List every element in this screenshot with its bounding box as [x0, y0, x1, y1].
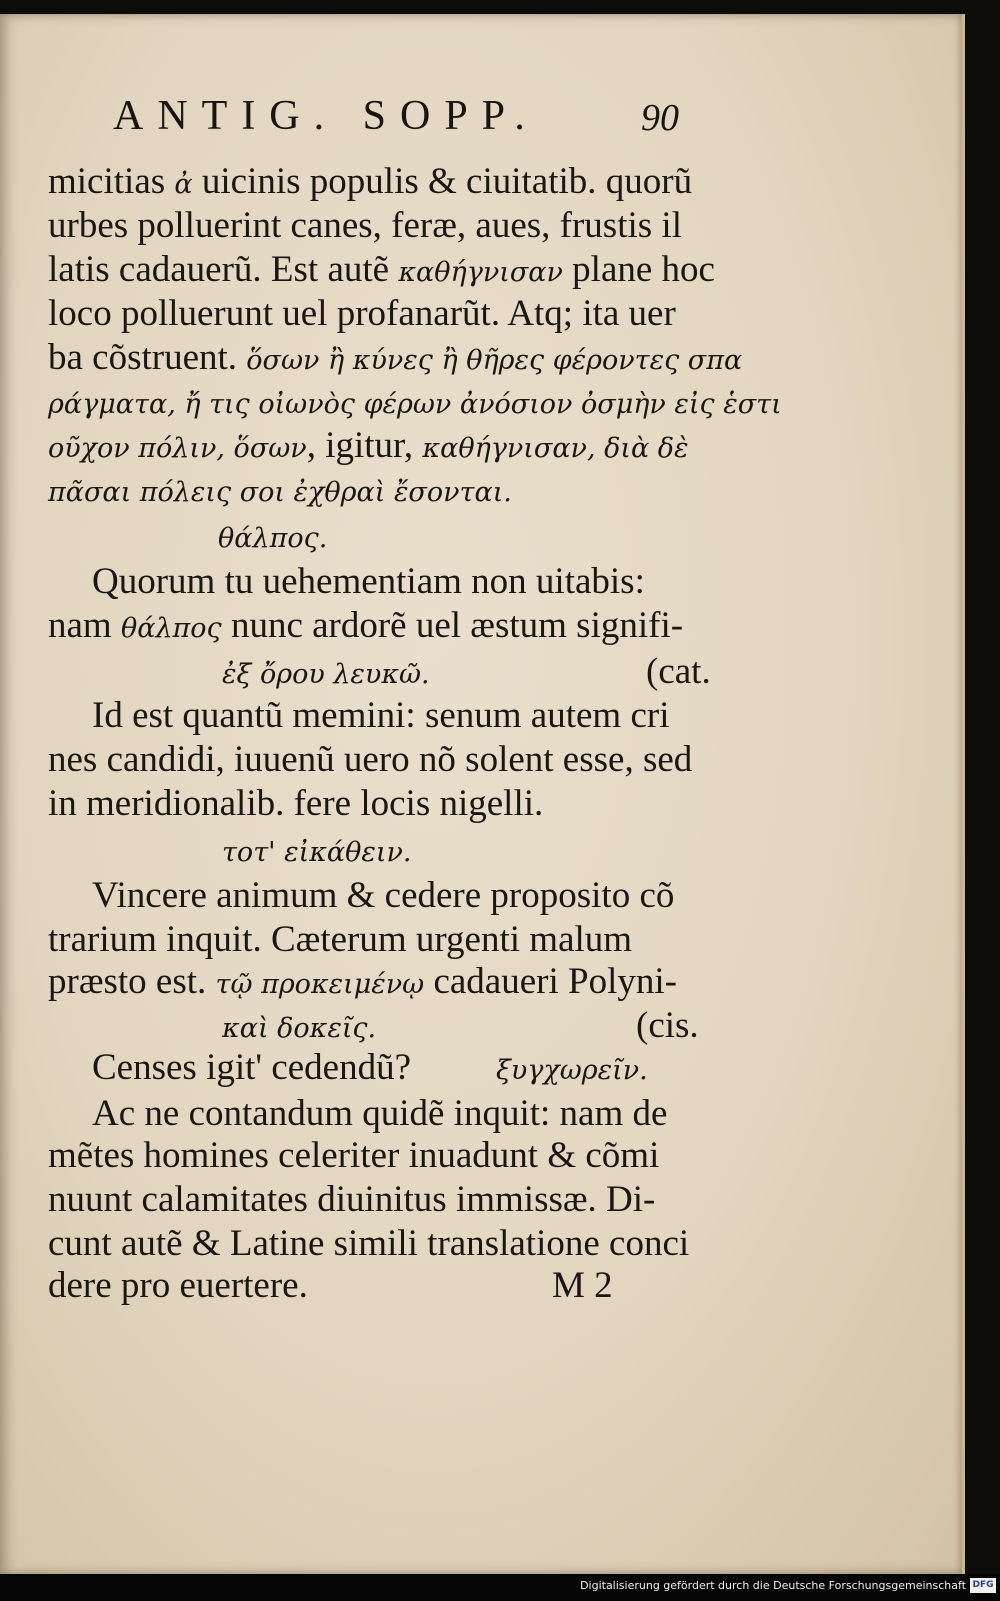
latin-text: nunc ardorẽ uel æstum signifi- — [221, 605, 684, 646]
text-line — [48, 248, 715, 295]
latin-text: micitias — [48, 161, 175, 202]
latin-text: , igitur, — [306, 425, 423, 466]
footer-credit: Digitalisierung gefördert durch die Deutsche Forschungsgemeinschaft — [580, 1579, 966, 1592]
greek-text: καθήγνισαν, διὰ δὲ — [422, 433, 689, 464]
latin-text: præsto est. — [48, 961, 216, 1002]
greek-text: ὅσων ἢ κύνες ἢ θῆρες φέροντες σπα — [246, 345, 743, 376]
text-line — [636, 1004, 699, 1048]
dfg-logo: DFG — [970, 1578, 996, 1593]
text-line — [222, 1004, 376, 1051]
latin-text: latis cadauerũ. Est autẽ — [48, 249, 399, 290]
greek-text: θάλπος — [120, 613, 222, 644]
text-line — [48, 204, 682, 248]
text-line — [222, 650, 430, 697]
latin-text: Vincere animum & cedere proposito cõ — [92, 875, 675, 916]
text-line — [48, 292, 676, 336]
text-line — [48, 960, 677, 1007]
greek-text: θάλπος. — [218, 523, 328, 554]
text-line — [48, 1264, 308, 1308]
text-line — [48, 918, 632, 962]
text-line — [92, 1046, 411, 1090]
latin-text: Quorum tu uehementiam non uitabis: — [92, 561, 645, 602]
greek-text: ἀ — [174, 169, 193, 200]
latin-text: nuunt calamitates diuinitus immissæ. Di- — [48, 1179, 656, 1220]
text-line — [48, 160, 692, 207]
text-line — [48, 424, 689, 471]
text-line — [218, 514, 327, 561]
text-line — [48, 468, 512, 515]
text-line — [92, 1092, 667, 1136]
latin-text: Ac ne contandum quidẽ inquit: nam de — [92, 1093, 668, 1134]
page-number: 90 — [641, 97, 679, 139]
latin-text: plane hoc — [562, 249, 715, 290]
latin-text: loco polluerunt uel profanarũt. Atq; ita uer — [48, 293, 676, 334]
latin-text: in meridionalib. fere locis nigelli. — [48, 783, 544, 824]
text-line — [92, 694, 669, 738]
latin-text: trarium inquit. Cæterum urgenti malum — [48, 919, 633, 960]
greek-text: καθήγνισαν — [398, 257, 563, 288]
running-title: ANTIG. SOPP. — [113, 93, 539, 139]
latin-text: ba cõstruent. — [48, 337, 247, 378]
latin-text: cadaueri Polyni- — [424, 961, 677, 1002]
latin-text: (cat. — [646, 651, 711, 692]
text-line — [92, 560, 645, 604]
greek-text: πᾶσαι πόλεις σοι ἐχθραὶ ἔσονται. — [48, 477, 512, 508]
text-line — [646, 650, 711, 694]
footer-bar — [0, 1574, 1000, 1601]
latin-text: nes candidi, iuuenũ uero nõ solent esse, sed — [48, 739, 693, 780]
text-line — [48, 1134, 659, 1178]
text-line — [48, 1222, 689, 1266]
text-line — [222, 828, 411, 875]
text-line — [48, 1178, 655, 1222]
latin-text: mẽtes homines celeriter inuadunt & cõmi — [48, 1135, 660, 1176]
text-line — [48, 336, 742, 383]
latin-text: urbes polluerint canes, feræ, aues, frustis il — [48, 205, 682, 246]
latin-text: dere pro euertere. — [48, 1265, 308, 1306]
text-line — [92, 874, 674, 918]
text-line — [48, 604, 683, 651]
text-line — [496, 1046, 648, 1093]
greek-text: οῦχον πόλιν, ὅσων — [48, 433, 307, 464]
greek-text: ξυγχωρεῖν. — [496, 1055, 648, 1086]
greek-text: ἐξ ὄρου λευκῶ. — [222, 659, 430, 690]
latin-text: Id est quantũ memini: senum autem cri — [92, 695, 670, 736]
latin-text: cunt autẽ & Latine simili translatione conci — [48, 1223, 690, 1264]
latin-text: (cis. — [636, 1005, 699, 1046]
greek-text: τοτ' εἰκάθειν. — [222, 837, 412, 868]
latin-text: Censes igit' cedendũ? — [92, 1047, 412, 1088]
text-line — [48, 782, 543, 826]
latin-text: uicinis populis & ciuitatib. quorũ — [192, 161, 693, 202]
text-line — [48, 380, 782, 427]
greek-text: καὶ δοκεῖς. — [222, 1013, 377, 1044]
text-line — [48, 738, 692, 782]
greek-text: ράγματα, ἤ τις οἰωνὸς φέρων ἀνόσιον ὀσμὴν εἰς ἑστι — [48, 389, 782, 420]
text-block — [0, 14, 962, 1414]
latin-text: nam — [48, 605, 121, 646]
greek-text: τῷ προκειμένῳ — [215, 969, 425, 1000]
signature-mark: M 2 — [552, 1265, 613, 1306]
book-page — [0, 14, 965, 1574]
